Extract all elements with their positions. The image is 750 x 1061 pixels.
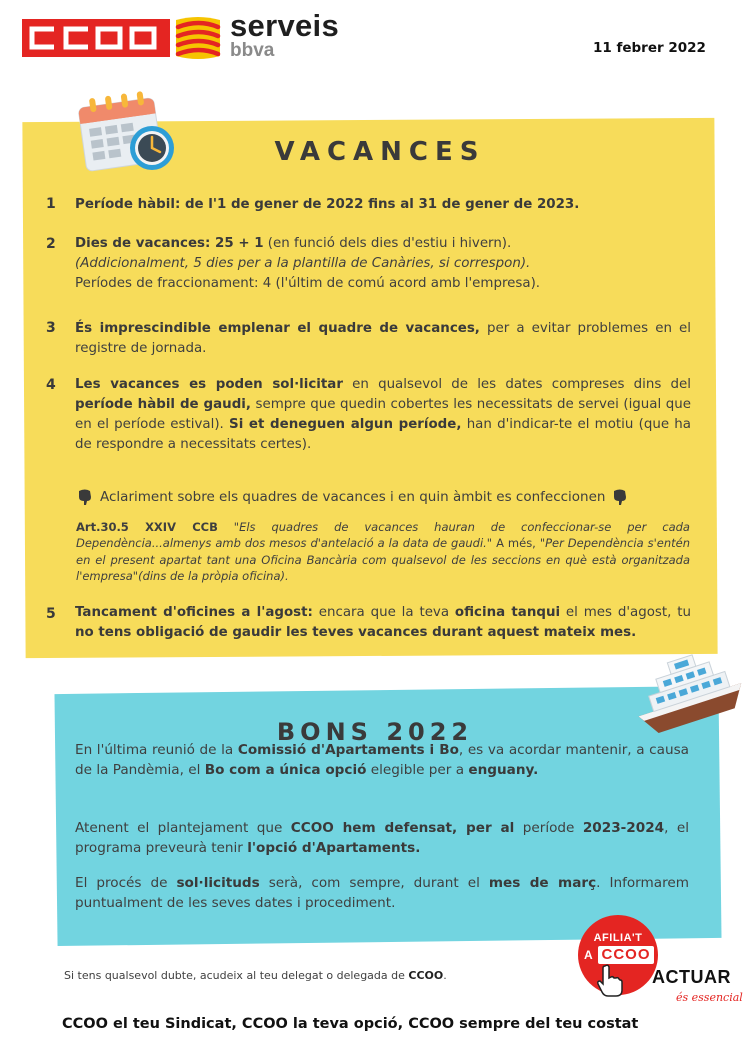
essencial-label: és essencial bbox=[676, 991, 743, 1004]
bons-p2-segment: , el programa preveurà tenir bbox=[75, 820, 689, 857]
bons-p1-segment: Bo com a única opció bbox=[204, 762, 367, 779]
bons-p1-segment: elegible per a bbox=[366, 762, 469, 779]
item-number: 1 bbox=[46, 196, 56, 212]
brand-line2: bbva bbox=[230, 40, 275, 61]
list-item bbox=[75, 375, 691, 455]
pointing-hand-icon bbox=[611, 488, 629, 506]
ccoo-logo bbox=[22, 19, 170, 57]
actuar-label: ACTUAR bbox=[652, 967, 731, 987]
pointing-hand-icon bbox=[76, 488, 94, 506]
article-ref: Art.30.5 XXIV CCB bbox=[76, 520, 218, 534]
vacances-title: VACANCES bbox=[274, 137, 486, 167]
bons-paragraph-3 bbox=[75, 873, 689, 914]
item-4-bold1: Les vacances es poden sol·licitar bbox=[75, 377, 343, 392]
item-2-bold: Dies de vacances: 25 + 1 bbox=[75, 236, 264, 251]
list-item bbox=[75, 195, 691, 215]
bons-title: BONS 2022 bbox=[276, 718, 474, 746]
bons-p1-segment: , es va acordar mantenir, a causa de la Pandèmia, el bbox=[75, 742, 689, 779]
bons-p1-segment: Comissió d'Apartaments i Bo bbox=[237, 742, 459, 758]
catalan-flag-icon bbox=[172, 14, 224, 62]
item-number: 3 bbox=[46, 320, 56, 336]
bons-p1-segment: En l'última reunió de la bbox=[75, 742, 238, 758]
item-5-bold1: Tancament d'oficines a l'agost: bbox=[75, 605, 313, 620]
bons-p3-segment: mes de març bbox=[488, 875, 597, 891]
article-quote1: "Els quadres de vacances hauran de confeccionar-se per cada Dependència...almenys amb dos mesos d'antelació a la data de gaudi." bbox=[76, 520, 690, 551]
brand-line1: serveis bbox=[230, 8, 339, 43]
item-5-bold3: no tens obligació de gaudir les teves vacances durant aquest mateix mes. bbox=[75, 625, 637, 641]
item-number: 5 bbox=[46, 606, 56, 622]
article-tail: (dins de la pròpia oficina). bbox=[138, 569, 289, 584]
item-number: 4 bbox=[46, 377, 56, 393]
item-4-text1: en qualsevol de les dates compreses dins del bbox=[342, 377, 691, 392]
item-4-bold3: Si et deneguen algun període, bbox=[229, 417, 462, 433]
item-4-bold2: període hàbil de gaudi, bbox=[75, 397, 251, 413]
contact-note-ccoo: CCOO bbox=[408, 969, 444, 982]
afilia-ccoo: CCOO bbox=[598, 946, 654, 964]
item-2-italic: (Addicionalment, 5 dies per a la plantilla de Canàries, si correspon). bbox=[75, 256, 531, 272]
contact-note bbox=[64, 969, 447, 982]
item-4-text3: han d'indicar-te el motiu (que ha de respondre a necessitats certes). bbox=[75, 417, 691, 453]
article-quote2: "Per Dependència s'entén en el present apartat tant una Oficina Bancària com qualsevol de les seccions en què està organitzada l'empresa" bbox=[76, 536, 690, 584]
footer-slogan: CCOO el teu Sindicat, CCOO la teva opció, CCOO sempre del teu costat bbox=[62, 1016, 639, 1032]
bons-p2-segment: període bbox=[514, 820, 583, 836]
list-item bbox=[75, 603, 691, 643]
item-3-text: per a evitar problemes en el registre de jornada. bbox=[75, 321, 691, 357]
item-1-text: Període hàbil: de l'1 de gener de 2022 fins al 31 de gener de 2023. bbox=[75, 197, 580, 212]
bons-p1-segment: enguany. bbox=[468, 762, 539, 779]
bons-p3-segment: . Informarem puntualment de les seves dates i procediment. bbox=[75, 875, 689, 912]
aclariment-line bbox=[76, 488, 686, 506]
bons-p2-segment: CCOO hem defensat, per al bbox=[290, 820, 515, 836]
document-date: 11 febrer 2022 bbox=[593, 40, 706, 56]
list-item bbox=[75, 319, 691, 359]
bons-p3-segment: serà, com sempre, durant el bbox=[259, 875, 489, 891]
cruise-ship-icon bbox=[628, 648, 748, 740]
bons-p3-segment: sol·licituds bbox=[176, 875, 260, 891]
article-mid: A més, bbox=[492, 536, 540, 551]
item-2-text: (en funció dels dies d'estiu i hivern). bbox=[263, 236, 512, 251]
afilia-a: A bbox=[584, 948, 593, 962]
item-2-line3: Períodes de fraccionament: 4 (l'últim de comú acord amb l'empresa). bbox=[75, 276, 541, 292]
bons-paragraph-2 bbox=[75, 818, 689, 859]
item-3-bold: És imprescindible emplenar el quadre de vacances, bbox=[75, 321, 480, 336]
calendar-clock-icon bbox=[74, 88, 178, 178]
item-5-text2: el mes d'agost, tu bbox=[560, 605, 691, 620]
contact-note-text: Si tens qualsevol dubte, acudeix al teu delegat o delegada de bbox=[64, 969, 409, 982]
bons-p2-segment: 2023-2024 bbox=[582, 820, 665, 836]
list-item bbox=[75, 234, 691, 294]
item-4-text2: sempre que quedin cobertes les necessitats de servei (igual que en el període estival). bbox=[75, 397, 691, 433]
bons-p2-segment: l'opció d'Apartaments. bbox=[247, 840, 421, 857]
item-number: 2 bbox=[46, 236, 56, 252]
cursor-hand-icon bbox=[596, 964, 624, 998]
bons-paragraph-1 bbox=[75, 740, 689, 781]
item-5-text1: encara que la teva bbox=[312, 605, 455, 620]
item-5-bold2: oficina tanqui bbox=[454, 605, 561, 620]
bons-p2-segment: Atenent el plantejament que bbox=[75, 820, 291, 836]
article-quote bbox=[76, 519, 690, 585]
aclariment-text: Aclariment sobre els quadres de vacances i en quin àmbit es confeccionen bbox=[100, 489, 606, 505]
bons-p3-segment: El procés de bbox=[75, 875, 177, 891]
contact-note-end: . bbox=[443, 969, 447, 982]
afilia-label: AFILIA'T bbox=[593, 932, 643, 944]
